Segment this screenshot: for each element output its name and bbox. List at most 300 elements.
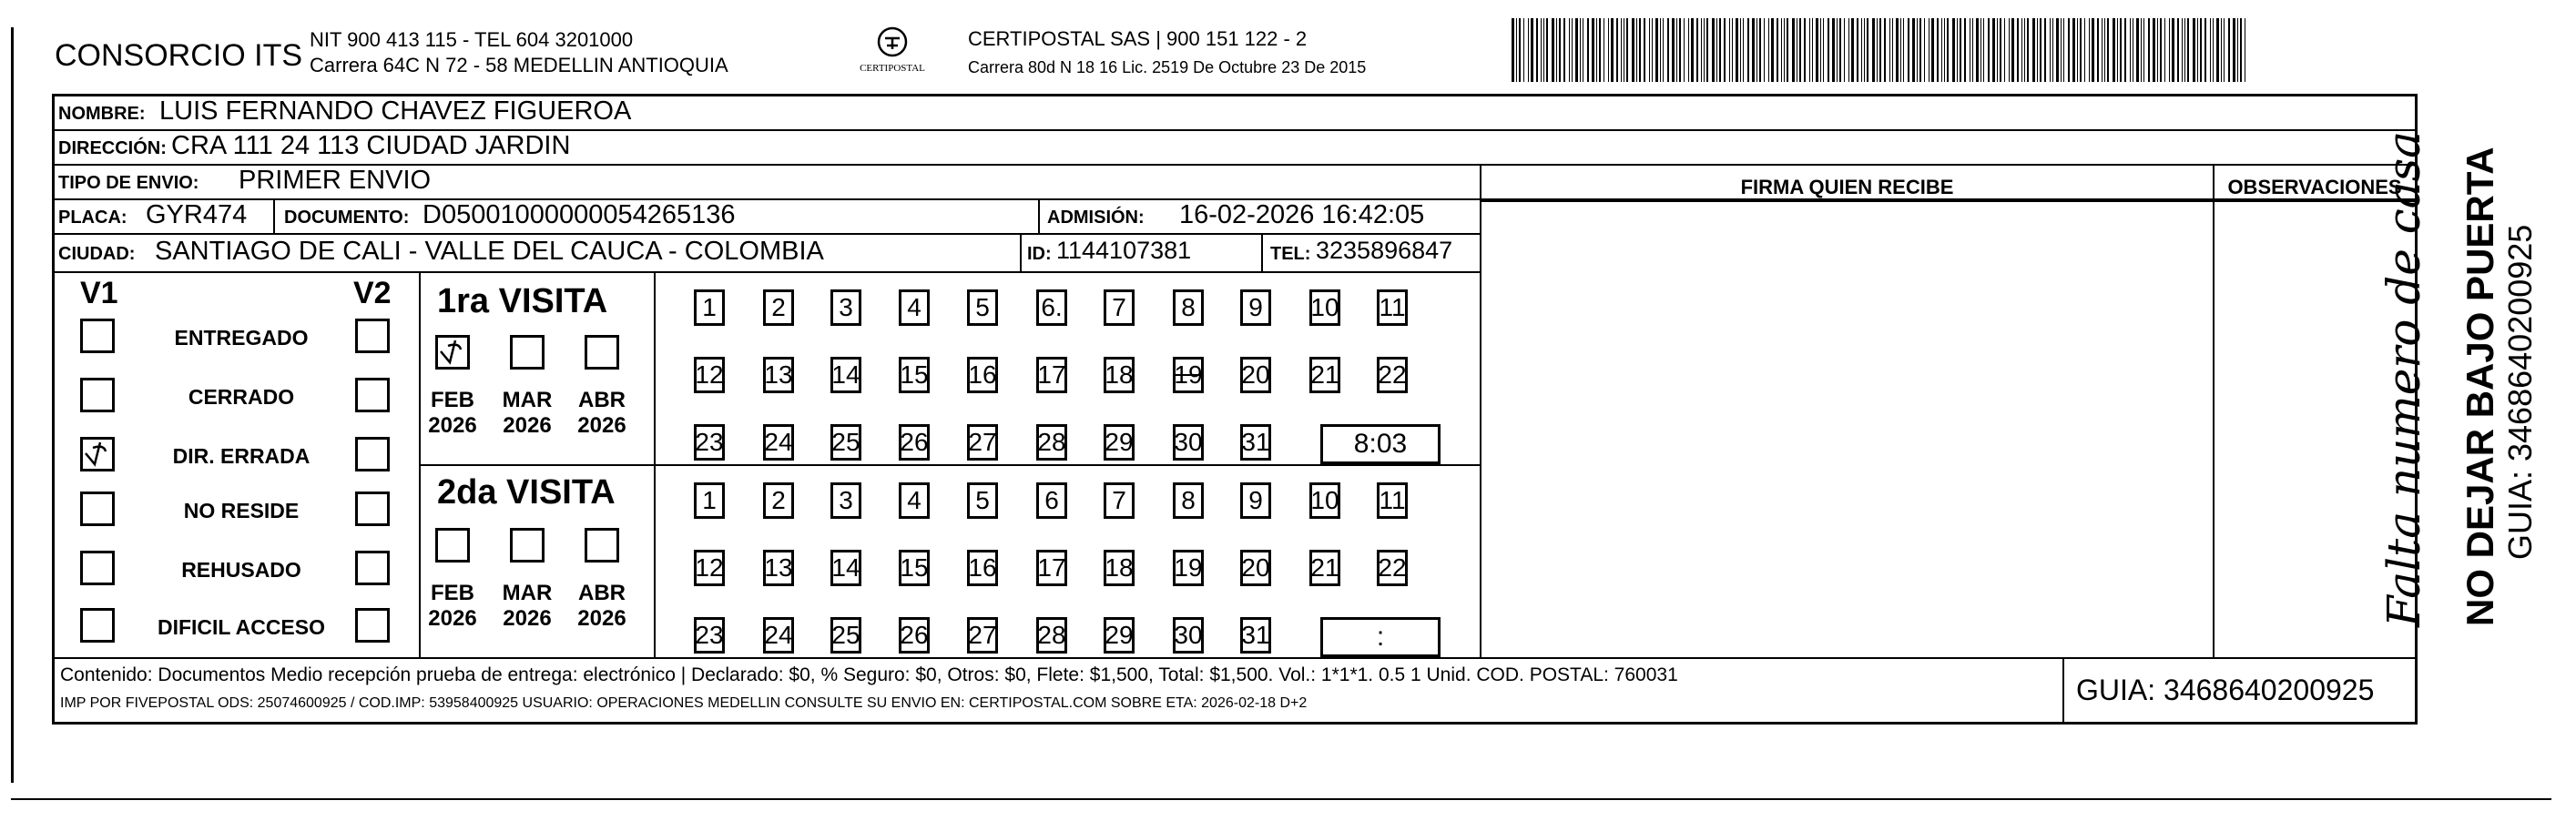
- ciudad-value: SANTIAGO DE CALI - VALLE DEL CAUCA - COLOMBIA: [155, 237, 824, 266]
- barcode-bar: [1572, 18, 1573, 82]
- barcode-bar: [2120, 18, 2122, 82]
- day-box[interactable]: 24: [763, 424, 794, 461]
- barcode-bar: [1867, 18, 1868, 82]
- barcode-bar: [1516, 18, 1517, 82]
- option-v1-checkbox[interactable]: [80, 378, 115, 412]
- barcode-bar: [1889, 18, 1890, 82]
- barcode-bar: [1652, 18, 1653, 82]
- nit-line: NIT 900 413 115 - TEL 604 3201000: [310, 28, 634, 51]
- barcode-bar: [1828, 18, 1829, 82]
- barcode-bar: [1759, 18, 1761, 82]
- barcode-bar: [2072, 18, 2075, 82]
- firma-label: FIRMA QUIEN RECIBE: [1740, 176, 1954, 198]
- day-box[interactable]: 8: [1173, 289, 1204, 326]
- visit2-title: 2da VISITA: [437, 473, 616, 512]
- day-box[interactable]: 7: [1104, 482, 1135, 519]
- day-box[interactable]: 27: [967, 424, 998, 461]
- barcode-bar: [1784, 18, 1785, 82]
- visit-row-divider: [419, 464, 1480, 466]
- barcode-bar: [2237, 18, 2238, 82]
- barcode-bar: [2050, 18, 2051, 82]
- barcode-bar: [1952, 18, 1955, 82]
- day-box[interactable]: 6.: [1036, 289, 1067, 326]
- barcode-bar: [1743, 18, 1744, 82]
- ciudad-label: CIUDAD:: [58, 244, 136, 264]
- barcode-bar: [1639, 18, 1641, 82]
- barcode-bar: [1861, 18, 1862, 82]
- barcode-bar: [1596, 18, 1597, 82]
- day-box[interactable]: 30: [1173, 424, 1204, 461]
- barcode-bar: [1924, 18, 1925, 82]
- barcode-bar: [2044, 18, 2046, 82]
- day-box[interactable]: 19: [1173, 550, 1204, 586]
- barcode-bar: [2157, 18, 2158, 82]
- day-box[interactable]: 7: [1104, 289, 1135, 326]
- day-box[interactable]: 18: [1104, 357, 1135, 393]
- barcode-bar: [1799, 18, 1801, 82]
- barcode-bar: [1809, 18, 1810, 82]
- documento-value: D05001000000054265136: [423, 200, 736, 229]
- barcode-bar: [1997, 18, 1998, 82]
- month-checkbox[interactable]: [510, 528, 545, 563]
- barcode-bar: [2204, 18, 2206, 82]
- barcode-bar: [1944, 18, 1945, 82]
- direccion-value: CRA 111 24 113 CIUDAD JARDIN: [171, 131, 571, 160]
- barcode-bar: [2037, 18, 2038, 82]
- barcode-bar: [1621, 18, 1622, 82]
- barcode-bar: [1777, 18, 1778, 82]
- day-box[interactable]: 23: [694, 424, 725, 461]
- barcode-bar: [1792, 18, 1795, 82]
- v2-label: V2: [353, 276, 392, 310]
- barcode-bar: [1857, 18, 1858, 82]
- barcode-bar: [1543, 18, 1544, 82]
- barcode-bar: [2063, 18, 2064, 82]
- day-box[interactable]: 1: [694, 482, 725, 519]
- barcode-bar: [2224, 18, 2225, 82]
- day-box[interactable]: 22: [1377, 357, 1408, 393]
- barcode-bar: [1879, 18, 1881, 82]
- barcode-bar: [1912, 18, 1915, 82]
- day-box[interactable]: 14: [830, 550, 861, 586]
- checkmark-icon: [80, 437, 115, 471]
- tipo-value: PRIMER ENVIO: [239, 166, 432, 195]
- option-v2-checkbox[interactable]: [355, 319, 390, 353]
- day-box[interactable]: 17: [1036, 357, 1067, 393]
- admision-label: ADMISIÓN:: [1047, 208, 1145, 228]
- day-box[interactable]: 3: [830, 289, 861, 326]
- barcode-bar: [2177, 18, 2179, 82]
- day-box[interactable]: 24: [763, 617, 794, 654]
- barcode-bar: [2216, 18, 2219, 82]
- barcode-bar: [1908, 18, 1909, 82]
- day-box[interactable]: 23: [694, 617, 725, 654]
- barcode-bar: [2200, 18, 2202, 82]
- divider-placa: [273, 200, 275, 233]
- barcode-bar: [1667, 18, 1669, 82]
- day-box[interactable]: 26: [899, 424, 930, 461]
- barcode-bar: [1523, 18, 1524, 82]
- barcode-bar: [2117, 18, 2118, 82]
- certipostal-logo: [851, 25, 933, 82]
- barcode: [1512, 18, 2258, 82]
- barcode-bar: [2021, 18, 2022, 82]
- barcode-bar: [1844, 18, 1845, 82]
- barcode-bar: [2148, 18, 2150, 82]
- month-year: 2026: [577, 413, 626, 438]
- day-box[interactable]: 16: [967, 550, 998, 586]
- barcode-bar: [1684, 18, 1685, 82]
- month-checkbox[interactable]: [585, 528, 619, 563]
- option-label: ENTREGADO: [174, 326, 309, 350]
- barcode-bar: [2130, 18, 2131, 82]
- side-no-dejar: NO DEJAR BAJO PUERTA: [2459, 147, 2501, 626]
- barcode-bar: [2102, 18, 2103, 82]
- barcode-bar: [1611, 18, 1614, 82]
- company-nit: [310, 27, 728, 78]
- barcode-bar: [1964, 18, 1966, 82]
- day-box[interactable]: 5: [967, 482, 998, 519]
- barcode-bar: [1917, 18, 1918, 82]
- documento-label: DOCUMENTO:: [284, 208, 410, 228]
- barcode-bar: [2084, 18, 2085, 82]
- barcode-bar: [2068, 18, 2070, 82]
- barcode-bar: [2136, 18, 2139, 82]
- day-box[interactable]: 11: [1377, 289, 1408, 326]
- left-frame-line: [11, 27, 14, 783]
- barcode-bar: [2032, 18, 2035, 82]
- barcode-bar: [1872, 18, 1875, 82]
- barcode-bar: [1892, 18, 1893, 82]
- footer-guia-box: [2062, 659, 2064, 723]
- nombre-value: LUIS FERNANDO CHAVEZ FIGUEROA: [159, 96, 632, 126]
- month-label: MAR: [502, 388, 553, 412]
- barcode-bar: [1649, 18, 1650, 82]
- day-box[interactable]: 27: [967, 617, 998, 654]
- barcode-bar: [2164, 18, 2165, 82]
- day-box[interactable]: 2: [763, 289, 794, 326]
- barcode-bar: [1771, 18, 1774, 82]
- barcode-bar: [1563, 18, 1565, 82]
- option-v1-checkbox[interactable]: [80, 608, 115, 643]
- month-year: 2026: [428, 413, 477, 438]
- v1-label: V1: [80, 276, 118, 310]
- barcode-bar: [1592, 18, 1594, 82]
- month-label: ABR: [578, 581, 626, 605]
- divider-doc: [1038, 200, 1040, 233]
- day-box[interactable]: 3: [830, 482, 861, 519]
- barcode-bar: [1546, 18, 1548, 82]
- barcode-bar: [1992, 18, 1995, 82]
- barcode-bar: [2113, 18, 2115, 82]
- barcode-bar: [2228, 18, 2230, 82]
- day-box[interactable]: 18: [1104, 550, 1135, 586]
- month-checkbox[interactable]: [585, 335, 619, 370]
- option-v2-checkbox[interactable]: [355, 492, 390, 526]
- barcode-bar: [1599, 18, 1601, 82]
- barcode-bar: [2080, 18, 2082, 82]
- day-box[interactable]: 9: [1240, 482, 1271, 519]
- month-year: 2026: [503, 606, 552, 631]
- id-label: ID:: [1027, 244, 1052, 264]
- barcode-bar: [2197, 18, 2198, 82]
- barcode-bar: [1877, 18, 1878, 82]
- day-box[interactable]: 31: [1240, 617, 1271, 654]
- barcode-bar: [2193, 18, 2195, 82]
- barcode-bar: [1580, 18, 1581, 82]
- barcode-bar: [1812, 18, 1813, 82]
- day-box[interactable]: 20: [1240, 357, 1271, 393]
- certipostal-line: CERTIPOSTAL SAS | 900 151 122 - 2: [968, 27, 1308, 50]
- option-v1-checkbox[interactable]: [80, 551, 115, 585]
- day-box[interactable]: 13: [763, 357, 794, 393]
- day-box[interactable]: 13: [763, 550, 794, 586]
- divider-id: [1261, 235, 1263, 271]
- tel-label: TEL:: [1270, 244, 1311, 264]
- barcode-bar: [1541, 18, 1542, 82]
- barcode-bar: [2089, 18, 2090, 82]
- barcode-bar: [1528, 18, 1529, 82]
- option-v1-checkbox[interactable]: [80, 437, 115, 471]
- day-box[interactable]: 1: [694, 289, 725, 326]
- barcode-bar: [1706, 18, 1708, 82]
- barcode-bar: [1729, 18, 1730, 82]
- option-v2-checkbox[interactable]: [355, 608, 390, 643]
- day-box[interactable]: 30: [1173, 617, 1204, 654]
- barcode-bar: [1747, 18, 1749, 82]
- divider-obs-col: [2213, 166, 2215, 657]
- day-box[interactable]: 14: [830, 357, 861, 393]
- placa-value: GYR474: [146, 200, 248, 229]
- day-box[interactable]: 26: [899, 617, 930, 654]
- placa-label: PLACA:: [58, 208, 127, 228]
- barcode-bar: [1740, 18, 1741, 82]
- certipostal-address: Carrera 80d N 18 16 Lic. 2519 De Octubre 23 De 2015: [968, 58, 1367, 76]
- barcode-bar: [1768, 18, 1769, 82]
- barcode-bar: [1636, 18, 1637, 82]
- day-box[interactable]: 28: [1036, 617, 1067, 654]
- tipo-label: TIPO DE ENVIO:: [58, 173, 199, 193]
- row-direccion: [55, 131, 2415, 166]
- month-label: FEB: [431, 581, 474, 605]
- day-box[interactable]: 19: [1173, 357, 1204, 393]
- barcode-bar: [2024, 18, 2025, 82]
- month-label: MAR: [502, 581, 553, 605]
- day-box[interactable]: 25: [830, 617, 861, 654]
- observaciones-label: OBSERVACIONES: [2227, 176, 2402, 198]
- barcode-bar: [1569, 18, 1570, 82]
- day-box[interactable]: 15: [899, 550, 930, 586]
- barcode-bar: [1976, 18, 1979, 82]
- time-box[interactable]: :: [1320, 617, 1441, 657]
- observaciones-handwritten: Falta numero de casa: [2377, 131, 2430, 627]
- barcode-bar: [2172, 18, 2174, 82]
- day-box[interactable]: 15: [899, 357, 930, 393]
- barcode-bar: [1719, 18, 1721, 82]
- option-v2-checkbox[interactable]: [355, 378, 390, 412]
- month-year: 2026: [577, 606, 626, 631]
- barcode-bar: [1724, 18, 1726, 82]
- day-box[interactable]: 25: [830, 424, 861, 461]
- option-v1-checkbox[interactable]: [80, 319, 115, 353]
- barcode-bar: [2141, 18, 2142, 82]
- barcode-bar: [2169, 18, 2170, 82]
- row-ciudad: [55, 235, 1480, 273]
- barcode-bar: [1960, 18, 1961, 82]
- option-v2-checkbox[interactable]: [355, 437, 390, 471]
- day-box[interactable]: 9: [1240, 289, 1271, 326]
- day-box[interactable]: 5: [967, 289, 998, 326]
- row-nombre: [55, 96, 2415, 131]
- barcode-bar: [1556, 18, 1557, 82]
- barcode-bar: [2009, 18, 2010, 82]
- day-box[interactable]: 28: [1036, 424, 1067, 461]
- barcode-bar: [1660, 18, 1661, 82]
- month-checkbox[interactable]: [435, 528, 470, 563]
- barcode-bar: [2104, 18, 2105, 82]
- barcode-bar: [1839, 18, 1841, 82]
- barcode-bar: [2160, 18, 2162, 82]
- barcode-bar: [2061, 18, 2062, 82]
- barcode-bar: [1823, 18, 1824, 82]
- company-name: CONSORCIO ITS: [55, 38, 303, 73]
- barcode-bar: [1947, 18, 1949, 82]
- barcode-bar: [1864, 18, 1865, 82]
- barcode-bar: [1672, 18, 1675, 82]
- barcode-bar: [1848, 18, 1849, 82]
- day-box[interactable]: 20: [1240, 550, 1271, 586]
- month-checkbox[interactable]: [510, 335, 545, 370]
- barcode-bar: [2077, 18, 2078, 82]
- barcode-bar: [1804, 18, 1806, 82]
- day-box[interactable]: 10: [1309, 289, 1340, 326]
- tel-value: 3235896847: [1316, 237, 1453, 264]
- day-box[interactable]: 29: [1104, 617, 1135, 654]
- barcode-bar: [1937, 18, 1939, 82]
- day-box[interactable]: 4: [899, 482, 930, 519]
- barcode-bar: [1712, 18, 1715, 82]
- day-box[interactable]: 31: [1240, 424, 1271, 461]
- company-address: Carrera 64C N 72 - 58 MEDELLIN ANTIOQUIA: [310, 54, 728, 76]
- barcode-bar: [1608, 18, 1609, 82]
- month-label: ABR: [578, 388, 626, 412]
- day-box[interactable]: 29: [1104, 424, 1135, 461]
- barcode-bar: [2000, 18, 2001, 82]
- barcode-bar: [1616, 18, 1618, 82]
- month-checkbox[interactable]: [435, 335, 470, 370]
- barcode-bar: [1919, 18, 1921, 82]
- barcode-bar: [1716, 18, 1717, 82]
- barcode-bar: [1644, 18, 1645, 82]
- barcode-bar: [1663, 18, 1664, 82]
- barcode-bar: [1896, 18, 1899, 82]
- barcode-bar: [1679, 18, 1681, 82]
- barcode-bar: [2004, 18, 2005, 82]
- id-value: 1144107381: [1056, 237, 1192, 264]
- barcode-bar: [1736, 18, 1738, 82]
- option-label: REHUSADO: [181, 558, 301, 582]
- barcode-bar: [2124, 18, 2126, 82]
- month-year: 2026: [503, 413, 552, 438]
- barcode-bar: [2153, 18, 2155, 82]
- barcode-bar: [2213, 18, 2214, 82]
- option-label: CERRADO: [188, 385, 295, 409]
- barcode-bar: [1764, 18, 1765, 82]
- day-box[interactable]: 17: [1036, 550, 1067, 586]
- barcode-bar: [1980, 18, 1981, 82]
- barcode-bar: [1536, 18, 1538, 82]
- barcode-bar: [1832, 18, 1835, 82]
- side-guia: GUIA: 3468640200925: [2501, 224, 2539, 560]
- day-box[interactable]: 6: [1036, 482, 1067, 519]
- barcode-bar: [2221, 18, 2222, 82]
- day-box[interactable]: 2: [763, 482, 794, 519]
- barcode-bar: [2184, 18, 2185, 82]
- footer-row: [55, 657, 2415, 659]
- barcode-bar: [1884, 18, 1886, 82]
- barcode-bar: [2056, 18, 2059, 82]
- visit1-title: 1ra VISITA: [437, 282, 608, 320]
- barcode-bar: [1837, 18, 1838, 82]
- time-box[interactable]: 8:03: [1320, 424, 1441, 464]
- barcode-bar: [1691, 18, 1694, 82]
- footer-contenido: Contenido: Documentos Medio recepción prueba de entrega: electrónico | Declarado: $0, % Seguro: $0, Otros: $0, Flete: $1,500, Total: $1,500. Vol.: 1*1*1. 0.5 1 Unid. COD. POSTAL: 760031: [60, 664, 1678, 685]
- barcode-bar: [1676, 18, 1677, 82]
- day-box[interactable]: 12: [694, 550, 725, 586]
- svg-text:CERTIPOSTAL: CERTIPOSTAL: [860, 63, 925, 74]
- direccion-label: DIRECCIÓN:: [58, 138, 167, 158]
- footer-guia: GUIA: 3468640200925: [2076, 674, 2375, 706]
- barcode-bar: [1903, 18, 1904, 82]
- day-box[interactable]: 4: [899, 289, 930, 326]
- barcode-bar: [2233, 18, 2235, 82]
- day-box[interactable]: 10: [1309, 482, 1340, 519]
- barcode-bar: [1851, 18, 1854, 82]
- option-v1-checkbox[interactable]: [80, 492, 115, 526]
- day-box[interactable]: 21: [1309, 550, 1340, 586]
- day-box[interactable]: 11: [1377, 482, 1408, 519]
- day-box[interactable]: 12: [694, 357, 725, 393]
- footer-imp: IMP POR FIVEPOSTAL ODS: 25074600925 / COD.IMP: 53958400925 USUARIO: OPERACIONES MEDELLIN CONSULTE SU ENVIO EN: CERTIPOSTAL.COM SOBRE ETA: 2026-02-18 D+2: [60, 695, 1308, 711]
- barcode-bar: [2097, 18, 2099, 82]
- barcode-bar: [1756, 18, 1757, 82]
- barcode-bar: [1552, 18, 1554, 82]
- barcode-bar: [2107, 18, 2109, 82]
- barcode-bar: [1816, 18, 1818, 82]
- barcode-bar: [1820, 18, 1821, 82]
- barcode-bar: [1587, 18, 1589, 82]
- day-box[interactable]: 8: [1173, 482, 1204, 519]
- day-box[interactable]: 16: [967, 357, 998, 393]
- day-box[interactable]: 22: [1377, 550, 1408, 586]
- barcode-bar: [1732, 18, 1733, 82]
- barcode-bar: [1972, 18, 1973, 82]
- barcode-bar: [2143, 18, 2144, 82]
- divider-left-col: [1480, 166, 1481, 657]
- barcode-bar: [1632, 18, 1634, 82]
- option-label: NO RESIDE: [183, 499, 300, 522]
- barcode-bar: [1696, 18, 1698, 82]
- barcode-bar: [1752, 18, 1755, 82]
- barcode-bar: [1957, 18, 1958, 82]
- barcode-bar: [1531, 18, 1533, 82]
- day-box[interactable]: 21: [1309, 357, 1340, 393]
- option-v2-checkbox[interactable]: [355, 551, 390, 585]
- option-label: DIFICIL ACCESO: [157, 615, 325, 639]
- barcode-bar: [2052, 18, 2053, 82]
- barcode-bar: [1701, 18, 1702, 82]
- barcode-bar: [1983, 18, 1984, 82]
